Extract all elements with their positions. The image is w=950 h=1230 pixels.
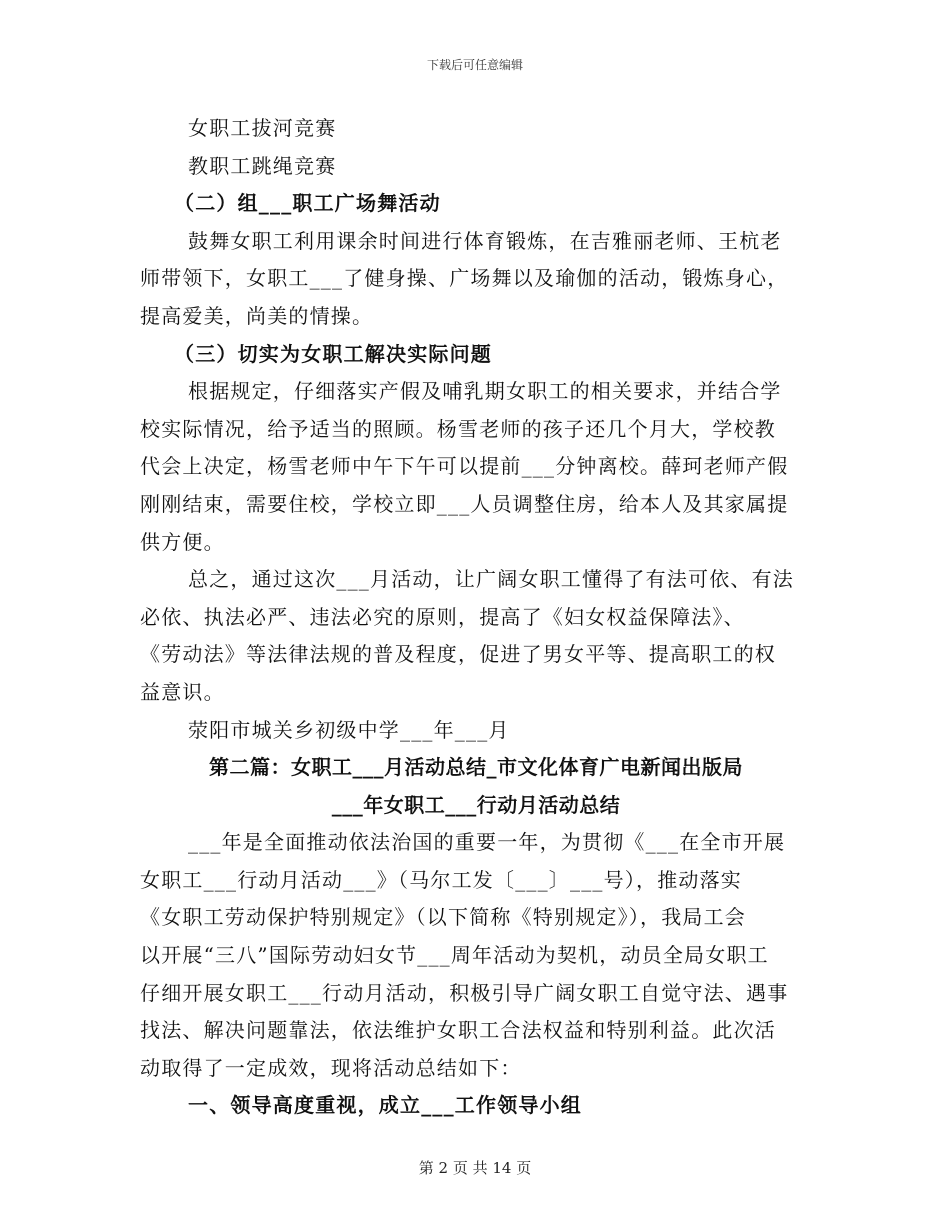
paragraph-line: 供方便。 [140, 529, 225, 554]
paragraph-line: 师带领下，女职工___了健身操、广场舞以及瑜伽的活动，锻炼身心， [140, 266, 789, 291]
paragraph-line: 益意识。 [140, 679, 225, 704]
paragraph-line: 找法、解决问题靠法，依法维护女职工合法权益和特别利益。此次活 [140, 1018, 776, 1043]
text-line: 教职工跳绳竞赛 [188, 153, 337, 178]
paragraph-line: 总之，通过这次___月活动，让广阔女职工懂得了有法可依、有法 [188, 567, 794, 592]
signature-line: 荥阳市城关乡初级中学___年___月 [188, 717, 510, 742]
document-body [140, 110, 812, 1125]
paragraph-line: 女职工___行动月活动___》（马尔工发〔___〕___号），推动落实 [140, 867, 742, 892]
page-header-note: 下载后可任意编辑 [426, 58, 523, 72]
paragraph-line: 鼓舞女职工利用课余时间进行体育锻炼，在吉雅丽老师、王杭老 [188, 228, 782, 253]
paragraph-line: 根据规定，仔细落实产假及哺乳期女职工的相关要求，并结合学 [188, 379, 782, 404]
page-footer-number: 第 2 页 共 14 页 [418, 1159, 532, 1177]
section-heading: （二）组___职工广场舞活动 [174, 191, 441, 216]
paragraph-line: 提高爱美，尚美的情操。 [140, 303, 374, 328]
paragraph-line: 动取得了一定成效，现将活动总结如下： [140, 1055, 522, 1080]
paragraph-line: 代会上决定，杨雪老师中午下午可以提前___分钟离校。薛珂老师产假 [140, 454, 789, 479]
paragraph-line: 必依、执法必严、违法必究的原则，提高了《妇女权益保障法》、 [140, 604, 745, 629]
article-title: 第二篇：女职工___月活动总结_市文化体育广电新闻出版局 [209, 755, 743, 780]
section-heading: （三）切实为女职工解决实际问题 [174, 341, 492, 366]
text-line: 女职工拔河竞赛 [188, 116, 337, 140]
paragraph-line: 《女职工劳动保护特别规定》（以下简称《特别规定》），我局工会 [140, 905, 746, 930]
paragraph-line: 仔细开展女职工___行动月活动，积极引导广阔女职工自觉守法、遇事 [140, 980, 789, 1005]
paragraph-line: 《劳动法》等法律法规的普及程度，促进了男女平等、提高职工的权 [140, 642, 776, 667]
paragraph-line: 校实际情况，给予适当的照顾。杨雪老师的孩子还几个月大，学校教 [140, 416, 776, 441]
paragraph-line: ___年是全面推动依法治国的重要一年，为贯彻《___在全市开展 [188, 830, 786, 855]
paragraph-line: 刚刚结束，需要住校，学校立即___人员调整住房，给本人及其家属提 [140, 491, 789, 516]
paragraph-line: 以开展“三八”国际劳动妇女节___周年活动为契机，动员全局女职工 [140, 943, 769, 968]
section-heading: 一、领导高度重视，成立___工作领导小组 [188, 1093, 582, 1118]
article-subtitle: ___年女职工___行动月活动总结 [331, 792, 621, 817]
